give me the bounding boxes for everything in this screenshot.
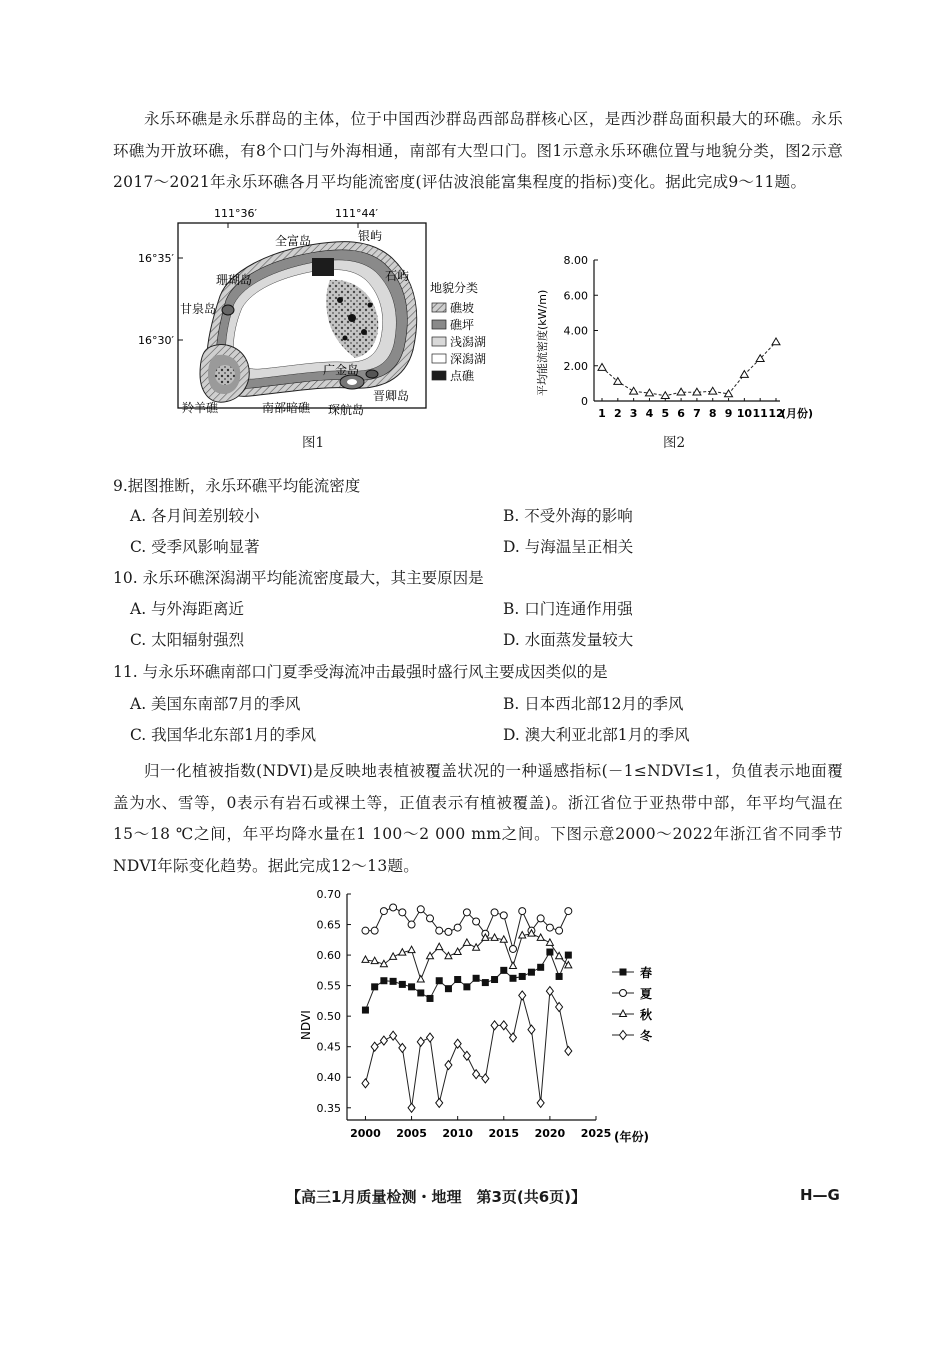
ndvi-point-square (436, 977, 443, 984)
lat-label-2: 16°30′ (138, 334, 174, 347)
ndvi-point-circle (546, 924, 553, 931)
ndvi-point-square (528, 969, 535, 976)
ndvi-y-tick-label: 0.35 (316, 1101, 341, 1115)
q9-stem: 9.据图推断，永乐环礁平均能流密度 (113, 477, 361, 495)
chart2-x-tick-label: 9 (724, 407, 733, 420)
ndvi-point-square (565, 952, 572, 959)
ndvi-point-square (427, 995, 434, 1002)
ndvi-point-square (408, 983, 415, 990)
island-label-ganquan: 甘泉岛 (180, 302, 217, 316)
ndvi-point-diamond (408, 1103, 415, 1112)
ndvi-point-square (390, 978, 397, 985)
lon-label-1: 111°36′ (214, 207, 257, 220)
figure-2-caption: 图2 (663, 435, 686, 451)
figure-2-chart (528, 248, 828, 430)
island-label-guangjin: 广金岛 (323, 363, 360, 377)
chart2-point (661, 392, 669, 399)
ndvi-legend-marker (620, 1031, 627, 1040)
q11-stem: 11. 与永乐环礁南部口门夏季受海流冲击最强时盛行风主要成因类似的是 (113, 663, 608, 681)
chart2-y-tick-label: 2.00 (563, 359, 588, 373)
chart2-point (772, 338, 780, 345)
ndvi-point-square (454, 976, 461, 983)
ndvi-series-line-diamond (365, 991, 568, 1108)
ndvi-point-triangle (362, 956, 369, 962)
legend-item-reef-flat: 礁坪 (450, 318, 475, 332)
ndvi-point-diamond (528, 1025, 535, 1034)
ndvi-point-diamond (436, 1098, 443, 1107)
ndvi-point-circle (500, 912, 507, 919)
ndvi-xlabel: (年份) (614, 1130, 649, 1144)
chart2-point (740, 371, 748, 378)
ndvi-point-square (510, 975, 517, 982)
ndvi-point-diamond (556, 1003, 563, 1012)
ndvi-point-circle (510, 945, 517, 952)
ndvi-point-circle (445, 928, 452, 935)
ndvi-point-circle (473, 918, 480, 925)
ndvi-point-square (417, 989, 424, 996)
island-label-shiyu: 石屿 (385, 269, 410, 283)
legend-item-shallow-lagoon: 浅潟湖 (450, 335, 487, 349)
ndvi-point-square (463, 983, 470, 990)
ndvi-point-diamond (519, 991, 526, 1000)
ndvi-point-circle (556, 927, 563, 934)
ndvi-point-diamond (473, 1070, 480, 1079)
figure-1-caption: 图1 (302, 435, 325, 451)
island-label-lingyang: 羚羊礁 (182, 401, 219, 415)
footer-page-info: 【高三1月质量检测・地理 第3页(共6页)】 (286, 1188, 587, 1206)
ndvi-point-square (556, 973, 563, 980)
q10-stem: 10. 永乐环礁深潟湖平均能流密度最大，其主要原因是 (113, 569, 484, 587)
ndvi-y-tick-label: 0.45 (316, 1040, 341, 1054)
ndvi-point-circle (390, 904, 397, 911)
chart2-x-tick-label: 6 (677, 407, 685, 420)
ndvi-point-diamond (371, 1042, 378, 1051)
q9-option-b[interactable]: B. 不受外海的影响 (503, 507, 633, 525)
ndvi-point-square (473, 975, 480, 982)
ndvi-point-diamond (380, 1036, 387, 1045)
chart2-point (630, 387, 638, 394)
ndvi-point-circle (408, 921, 415, 928)
ndvi-point-circle (362, 927, 369, 934)
ndvi-point-diamond (491, 1021, 498, 1030)
lon-label-2: 111°44′ (335, 207, 378, 220)
island-label-chenhang: 琛航岛 (328, 403, 365, 417)
ndvi-point-diamond (482, 1074, 489, 1083)
legend-title: 地貌分类 (430, 281, 479, 295)
ndvi-point-circle (417, 906, 424, 913)
ndvi-point-circle (565, 908, 572, 915)
ndvi-x-tick-label: 2025 (580, 1127, 612, 1140)
chart2-y-tick-label: 0 (581, 395, 588, 408)
ndvi-x-tick-label: 2000 (350, 1127, 381, 1140)
ndvi-y-tick-label: 0.55 (316, 979, 341, 993)
q11-option-d[interactable]: D. 澳大利亚北部1月的季风 (503, 726, 690, 744)
ndvi-point-triangle (463, 939, 470, 945)
ndvi-x-tick-label: 2020 (534, 1127, 566, 1140)
ndvi-y-tick-label: 0.70 (316, 888, 341, 901)
ndvi-legend-marker (620, 990, 627, 997)
ndvi-point-diamond (546, 987, 553, 996)
chart2-x-tick-label: 7 (693, 407, 701, 420)
ndvi-point-square (500, 967, 507, 974)
ndvi-point-square (399, 981, 406, 988)
ndvi-point-square (380, 977, 387, 984)
ndvi-point-circle (427, 915, 434, 922)
ndvi-legend-label: 秋 (640, 1008, 653, 1022)
ndvi-point-square (537, 964, 544, 971)
ndvi-point-circle (537, 915, 544, 922)
chart2-x-tick-label: 4 (645, 407, 654, 420)
q10-option-d[interactable]: D. 水面蒸发量较大 (503, 631, 634, 649)
ndvi-point-circle (371, 927, 378, 934)
chart2-x-tick-label: 10 (736, 407, 753, 420)
ndvi-x-tick-label: 2015 (488, 1127, 520, 1140)
ndvi-point-diamond (445, 1061, 452, 1070)
figure-1-map (130, 200, 530, 450)
chart2-x-tick-label: 3 (629, 407, 638, 420)
legend-item-patch-reef: 点礁 (450, 369, 475, 383)
island-label-shanhu: 珊瑚岛 (216, 273, 253, 287)
chart2-y-tick-label: 8.00 (563, 254, 588, 267)
q11-option-c[interactable]: C. 我国华北东部1月的季风 (130, 726, 317, 744)
ndvi-point-triangle (436, 943, 443, 949)
ndvi-point-triangle (408, 946, 415, 952)
legend-item-deep-lagoon: 深潟湖 (450, 352, 487, 366)
ndvi-y-tick-label: 0.60 (316, 949, 341, 963)
ndvi-point-circle (491, 909, 498, 916)
ndvi-point-triangle (491, 934, 498, 940)
lat-label-1: 16°35′ (138, 252, 174, 265)
ndvi-point-diamond (417, 1037, 424, 1046)
ndvi-point-square (371, 983, 378, 990)
map-legend (430, 280, 486, 383)
ndvi-point-diamond (537, 1098, 544, 1107)
chart2-xlabel: (月份) (781, 407, 814, 420)
ndvi-point-square (491, 976, 498, 983)
ndvi-legend-label: 夏 (640, 987, 653, 1001)
chart2-y-tick-label: 4.00 (563, 324, 588, 338)
ndvi-ylabel: NDVI (299, 1010, 313, 1040)
island-label-yinyu: 银屿 (358, 229, 383, 243)
chart2-x-tick-label: 12 (768, 407, 784, 420)
ndvi-point-diamond (362, 1079, 369, 1088)
ndvi-point-square (362, 1007, 369, 1014)
ndvi-point-square (482, 979, 489, 986)
ndvi-legend-marker (620, 1010, 627, 1016)
q9-option-c[interactable]: C. 受季风影响显著 (130, 538, 260, 556)
ndvi-legend-label: 春 (640, 966, 653, 980)
ndvi-x-tick-label: 2010 (442, 1127, 473, 1140)
chart2-x-tick-label: 2 (613, 407, 622, 420)
ndvi-point-square (519, 973, 526, 980)
q9-option-a[interactable]: A. 各月间差别较小 (130, 507, 260, 525)
ndvi-point-circle (436, 927, 443, 934)
chart2-x-tick-label: 8 (708, 407, 717, 420)
intro-paragraph-1: 永乐环礁是永乐群岛的主体，位于中国西沙群岛西部岛群核心区，是西沙群岛面积最大的环礁。永乐环礁为开放环礁，有8个口门与外海相通，南部有大型口门。图1示意永乐环礁位置与地貌分类，图2示意2017～2021年永乐环礁各月平均能流密度(评估波浪能富集程度的指标)变化。据此完成9～11题。 (113, 110, 843, 191)
chart2-series-line (602, 342, 776, 396)
ndvi-point-square (445, 985, 452, 992)
q10-option-a[interactable]: A. 与外海距离近 (130, 600, 245, 618)
ndvi-point-square (546, 949, 553, 956)
chart2-point (598, 364, 606, 371)
ndvi-chart (290, 880, 690, 1150)
ndvi-point-circle (519, 908, 526, 915)
ndvi-point-triangle (510, 962, 517, 968)
island-label-quanfu: 全富岛 (275, 234, 312, 248)
legend-item-reef-slope: 礁坡 (450, 301, 475, 315)
intro-paragraph-2: 归一化植被指数(NDVI)是反映地表植被覆盖状况的一种遥感指标(－1≤NDVI≤1，负值表示地面覆盖为水、雪等，0表示有岩石或裸土等，正值表示有植被覆盖)。浙江省位于亚热带中部，年平均气温在15～18 ℃之间，年平均降水量在1 100～2 000 mm之间。下图示意2000～2022年浙江省不同季节NDVI年际变化趋势。据此完成12～13题。 (113, 762, 843, 875)
ndvi-y-tick-label: 0.40 (316, 1071, 341, 1085)
q9-option-d[interactable]: D. 与海温呈正相关 (503, 538, 634, 556)
ndvi-legend-marker (620, 969, 627, 976)
ndvi-y-tick-label: 0.50 (316, 1010, 341, 1024)
island-label-jinqing: 晋卿岛 (373, 389, 410, 403)
chart2-point (677, 388, 685, 395)
ndvi-point-circle (454, 924, 461, 931)
ndvi-point-diamond (427, 1033, 434, 1042)
ndvi-legend-label: 冬 (640, 1029, 653, 1043)
chart2-x-tick-label: 11 (752, 407, 768, 420)
q10-option-c[interactable]: C. 太阳辐射强烈 (130, 631, 245, 649)
ndvi-point-circle (399, 909, 406, 916)
chart2-ylabel: 平均能流密度(kW/m) (536, 289, 549, 396)
ndvi-point-circle (380, 908, 387, 915)
ndvi-point-circle (463, 909, 470, 916)
ndvi-x-tick-label: 2005 (396, 1127, 427, 1140)
chart2-y-tick-label: 6.00 (563, 289, 588, 303)
island-label-nanbu: 南部暗礁 (262, 401, 311, 415)
q10-option-b[interactable]: B. 口门连通作用强 (503, 600, 633, 618)
chart2-x-tick-label: 1 (598, 407, 606, 420)
ndvi-y-tick-label: 0.65 (316, 918, 341, 932)
chart2-point (709, 387, 717, 394)
q11-option-a[interactable]: A. 美国东南部7月的季风 (130, 695, 301, 713)
footer-code: H—G (800, 1186, 840, 1204)
ndvi-point-triangle (417, 976, 424, 982)
q11-option-b[interactable]: B. 日本西北部12月的季风 (503, 695, 684, 713)
chart2-x-tick-label: 5 (661, 407, 670, 420)
ndvi-point-diamond (565, 1046, 572, 1055)
